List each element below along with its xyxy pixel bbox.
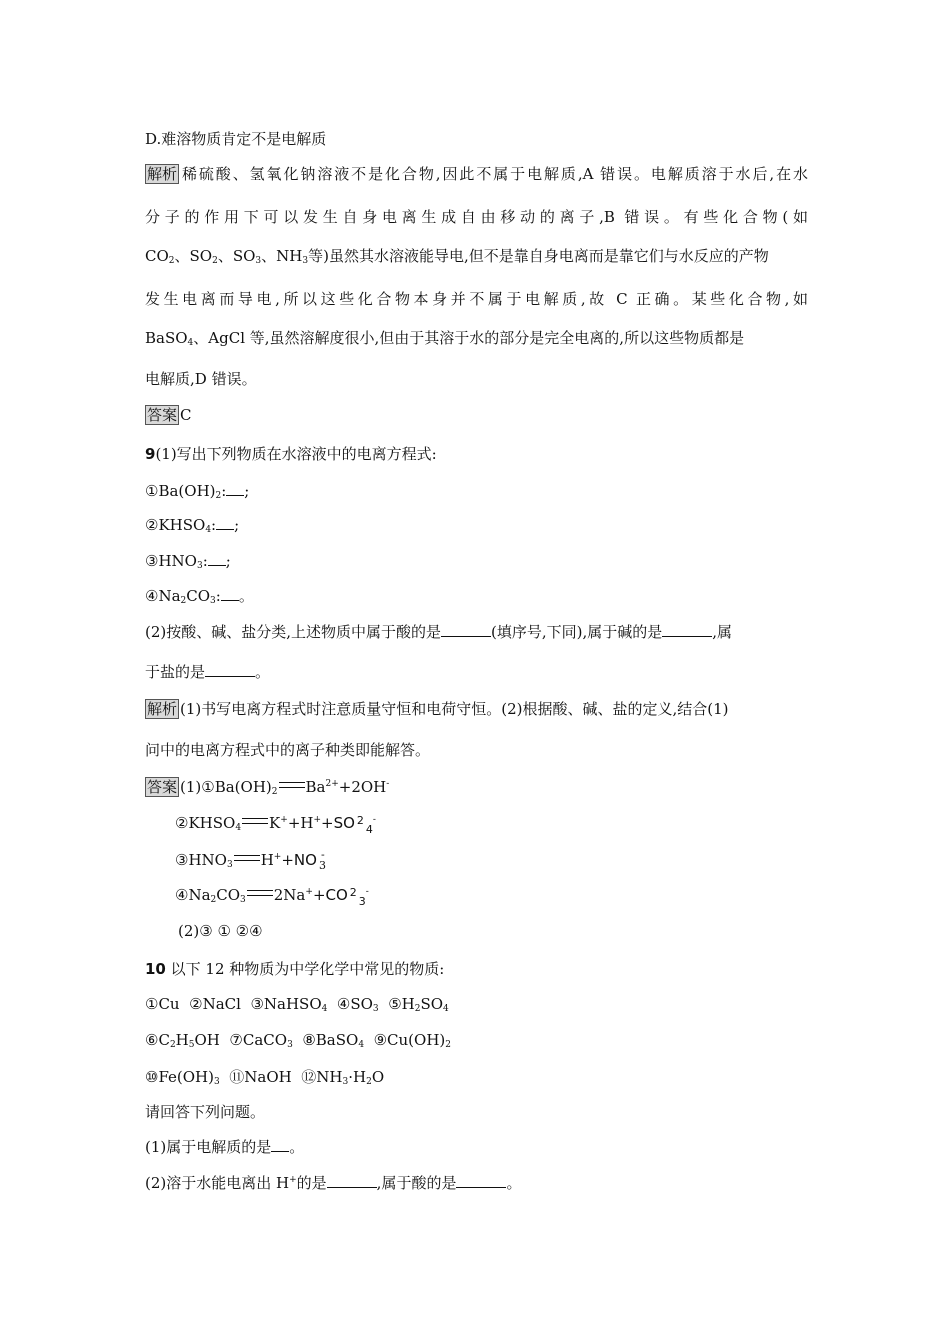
question-9-part2: (2)按酸、碱、盐分类,上述物质中属于酸的是 (填序号,下同),属于碱的是 ,属 xyxy=(145,623,733,641)
question-10-sub2: (2)溶于水能电离出 H+的是 ,属于酸的是 。 xyxy=(145,1174,522,1192)
question-10-prompt: 请回答下列问题。 xyxy=(145,1103,266,1121)
substance-list: $⑥C_2H_5OH$ ⑦CaCO$_3$ ⑧BaSO$_4$ $⑨Cu(OH)_2$ xyxy=(145,1031,452,1050)
answer-blank[interactable] xyxy=(662,621,712,637)
answer-equation: 答案 $(1)①Ba(OH)_2$ $Ba^{2+}+2OH^-$ xyxy=(147,778,390,797)
analysis-line: $CO_2$、$SO_2$、$SO_3$、$NH_3$等)虽然其水溶液能导电,但不是靠自身电离而是靠它们与水反应的产物 xyxy=(145,247,769,266)
question-9-intro: 9(1)写出下列物质在水溶液中的电离方程式: xyxy=(145,445,437,463)
answer-line: 答案 C xyxy=(147,406,192,424)
question-9-item: $④Na_2CO_3$: 。 xyxy=(145,587,254,606)
substance-list: $⑩Fe(OH)_3$ ⑪NaOH $⑫NH_3\cdot H_2O$ xyxy=(145,1068,385,1087)
question-9-part2: 于盐的是 。 xyxy=(145,663,271,681)
analysis-line: 问中的电离方程式中的离子种类即能解答。 xyxy=(145,741,431,759)
analysis-line: 分子的作用下可以发生自身电离生成自由移动的离子,B 错误。有些化合物(如 xyxy=(145,208,808,226)
equals-arrow xyxy=(242,818,268,824)
equals-arrow xyxy=(279,782,305,788)
analysis-line: 解析 稀硫酸、氢氧化钠溶液不是化合物,因此不属于电解质,A 错误。电解质溶于水后,在水 xyxy=(147,165,808,183)
answer-tag: 答案 xyxy=(147,406,178,424)
answer-blank[interactable] xyxy=(327,1172,377,1188)
answer-blank[interactable] xyxy=(208,550,226,566)
answer-blank[interactable] xyxy=(216,514,234,530)
answer-blank[interactable] xyxy=(205,661,255,677)
equals-arrow xyxy=(234,855,260,861)
question-9-item: $①Ba(OH)_2$: ; xyxy=(145,482,250,501)
question-10-intro: 10 以下 12 种物质为中学化学中常见的物质: xyxy=(145,960,445,978)
answer-blank[interactable] xyxy=(221,585,239,601)
analysis-line: 发生电离而导电,所以这些化合物本身并不属于电解质,故 C 正确。某些化合物,如 xyxy=(145,290,808,308)
question-9-item: $②KHSO_4$: ; xyxy=(145,516,240,535)
analysis-line: BaSO$_4$、AgCl 等,虽然溶解度很小,但由于其溶于水的部分是完全电离的,所以这些物质都是 xyxy=(145,329,745,348)
substance-list: ①Cu ②NaCl ③NaHSO$_4$ $④SO_3$ $⑤H_2SO_4$ xyxy=(145,995,449,1014)
option-d: D.难溶物质肯定不是电解质 xyxy=(145,130,327,148)
answer-equation: $④Na_2CO_3$ 2Na++CO $^2_3$- xyxy=(175,886,369,908)
analysis-line: 解析 (1)书写电离方程式时注意质量守恒和电荷守恒。(2)根据酸、碱、盐的定义,结合(1) xyxy=(147,700,729,718)
analysis-tag: 解析 xyxy=(147,700,178,718)
answer-tag: 答案 xyxy=(147,778,178,796)
answer-equation: $②KHSO_4$ K++H++SO $^2_4$- xyxy=(175,814,376,836)
answer-equation: $③HNO_3$ H++NO - 3 xyxy=(175,848,326,872)
answer-blank[interactable] xyxy=(441,621,491,637)
answer-blank[interactable] xyxy=(226,480,244,496)
answer-blank[interactable] xyxy=(271,1136,289,1152)
analysis-line: 电解质,D 错误。 xyxy=(145,370,257,388)
answer-part2: (2)③ ① ②④ xyxy=(178,922,263,940)
analysis-tag: 解析 xyxy=(147,165,178,183)
question-10-sub1: (1)属于电解质的是 。 xyxy=(145,1138,305,1156)
equals-arrow xyxy=(247,890,273,896)
answer-blank[interactable] xyxy=(456,1172,506,1188)
question-9-item: $③HNO_3$: ; xyxy=(145,552,231,571)
